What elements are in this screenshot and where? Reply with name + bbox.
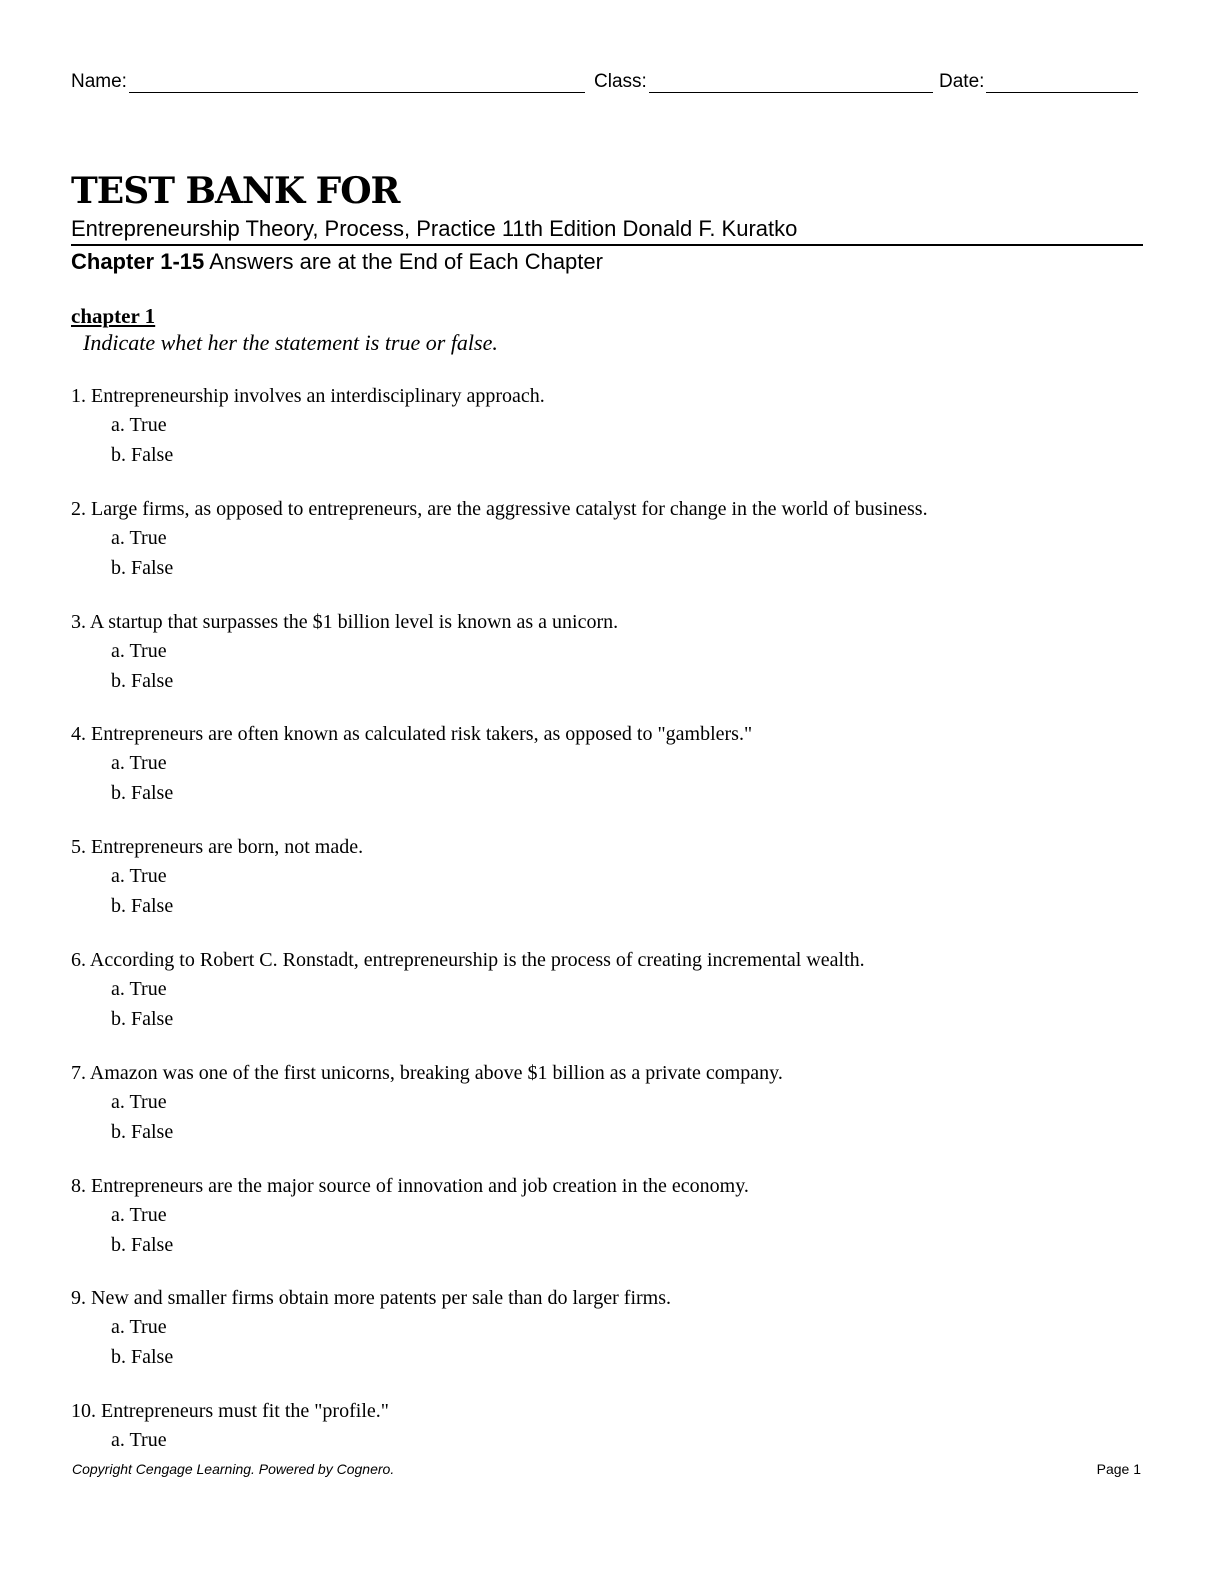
answer-option[interactable]: b. False [111,895,174,918]
name-label: Name: [71,71,127,92]
answer-option[interactable]: b. False [111,556,174,579]
question-item [71,1059,783,1147]
answer-option[interactable]: b. False [111,669,174,692]
chapter-range-line [71,249,603,275]
name-blank-line[interactable] [129,72,585,93]
section-heading: chapter 1 [71,304,156,328]
class-label: Class: [594,71,647,92]
class-blank-line[interactable] [649,72,933,93]
answer-option[interactable]: a. True [111,978,167,1000]
answer-option[interactable]: a. True [111,752,167,775]
question-stem: 7. Amazon was one of the first unicorns, breaking above $1 billion as a private company. [71,1061,783,1084]
question-item [71,1172,749,1260]
question-item [71,1397,389,1455]
question-stem: 1. Entrepreneurship involves an interdisciplinary approach. [71,385,545,407]
question-item [71,833,363,921]
section-instructions: Indicate whet her the statement is true or false. [83,330,498,355]
date-field[interactable] [939,71,1138,93]
answer-option[interactable]: b. False [111,1120,174,1143]
name-field[interactable] [71,71,585,93]
date-label: Date: [939,71,985,92]
question-item [71,946,865,1034]
answer-option[interactable]: a. True [111,639,167,662]
question-stem: 6. According to Robert C. Ronstadt, entrepreneurship is the process of creating incremental wealth. [71,949,865,971]
answer-option[interactable]: a. True [111,1429,167,1452]
answer-option[interactable]: b. False [111,444,174,466]
question-item [71,608,618,696]
question-item [71,495,928,583]
answer-option[interactable]: a. True [111,414,167,436]
question-item [71,720,752,808]
question-stem: 10. Entrepreneurs must fit the "profile." [71,1400,389,1423]
question-item [71,382,545,470]
class-field[interactable] [594,71,933,93]
answer-option[interactable]: a. True [111,1316,167,1339]
chapter-range: Chapter 1-15 [71,249,205,274]
question-item [71,1284,671,1372]
answer-option[interactable]: b. False [111,782,174,805]
answer-option[interactable]: a. True [111,1090,167,1113]
footer-page-number: Page 1 [1096,1461,1141,1477]
answer-option[interactable]: b. False [111,1233,174,1256]
answer-option[interactable]: a. True [111,526,167,549]
question-stem: 5. Entrepreneurs are born, not made. [71,836,364,859]
question-stem: 8. Entrepreneurs are the major source of innovation and job creation in the economy. [71,1174,749,1197]
chapter-note: Answers are at the End of Each Chapter [209,249,603,274]
question-stem: 9. New and smaller firms obtain more patents per sale than do larger firms. [71,1287,672,1310]
footer-copyright: Copyright Cengage Learning. Powered by Cognero. [72,1461,395,1477]
answer-option[interactable]: b. False [111,1346,174,1369]
answer-option[interactable]: a. True [111,1203,167,1226]
question-stem: 3. A startup that surpasses the $1 billion level is known as a unicorn. [71,610,619,633]
question-stem: 2. Large firms, as opposed to entrepreneurs, are the aggressive catalyst for change in the world of business. [71,497,928,520]
book-subtitle: Entrepreneurship Theory, Process, Practice 11th Edition Donald F. Kuratko [71,216,1143,246]
date-blank-line[interactable] [986,72,1138,93]
answer-option[interactable]: a. True [111,865,167,888]
document-title: TEST BANK FOR [71,170,400,212]
answer-option[interactable]: b. False [111,1008,174,1030]
question-stem: 4. Entrepreneurs are often known as calculated risk takers, as opposed to "gamblers." [71,723,753,746]
